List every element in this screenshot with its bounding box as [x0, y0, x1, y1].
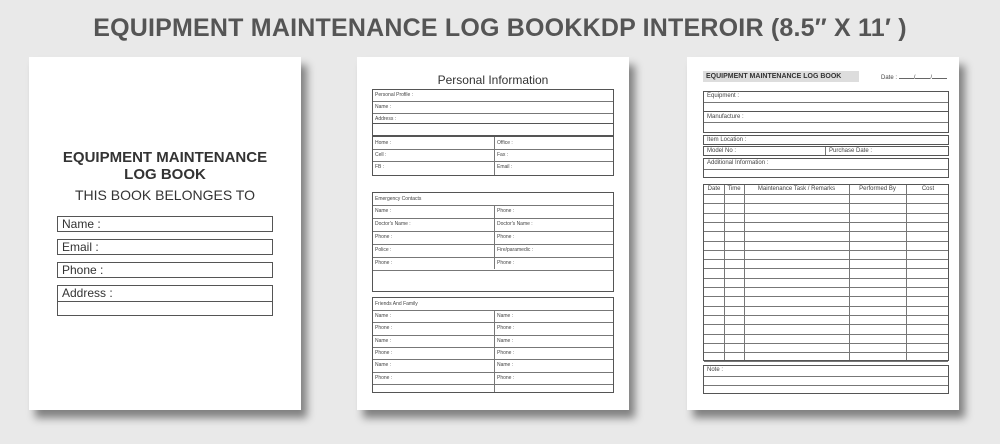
emergency-right-label: Doctor's Name :: [497, 221, 533, 227]
emergency-right-label: Phone :: [497, 208, 515, 214]
purchase-date-label: Purchase Date :: [829, 148, 873, 154]
friends-left-label: Phone :: [375, 375, 393, 381]
emergency-row-divider: [373, 231, 613, 232]
friends-row-divider: [373, 372, 613, 373]
table-row-line: [704, 241, 948, 242]
table-row-line: [704, 296, 948, 297]
table-row-line: [704, 352, 948, 353]
emergency-row-divider: [373, 244, 613, 245]
equipment-divider: [704, 102, 948, 103]
log-date-label: Date :: [881, 75, 898, 81]
profile-row-divider: [373, 113, 613, 114]
manufacture-label: Manufacture :: [707, 114, 744, 120]
emergency-column-divider: [494, 205, 495, 269]
table-row-line: [704, 315, 948, 316]
emergency-box: [372, 192, 614, 292]
profile-address-label: Address :: [375, 116, 397, 122]
contact-office-label: Office :: [497, 140, 513, 146]
emergency-left-label: Phone :: [375, 260, 393, 266]
equipment-field: [703, 91, 949, 112]
table-row-line: [704, 213, 948, 214]
contact-row-divider: [373, 149, 613, 150]
friends-row-divider: [373, 322, 613, 323]
friends-left-label: Name :: [375, 362, 392, 368]
cover-address-field: [57, 285, 273, 316]
contact-box: [372, 136, 614, 176]
page-title: EQUIPMENT MAINTENANCE LOG BOOKKDP INTEROIR (8.5″ X 11′ ): [93, 14, 907, 42]
cover-address-label: Address :: [62, 286, 113, 300]
emergency-row-divider: [373, 218, 613, 219]
emergency-row-divider: [373, 270, 613, 271]
friends-right-label: Phone :: [497, 325, 515, 331]
contact-fb-label: FB :: [375, 164, 385, 170]
table-row-line: [704, 306, 948, 307]
cover-page: [29, 57, 301, 410]
maintenance-log-page: [687, 57, 959, 410]
friends-row-divider: [373, 335, 613, 336]
table-row-line: [704, 203, 948, 204]
emergency-right-label: Fire/paramedic :: [497, 247, 534, 253]
personal-info-title: Personal Information: [437, 73, 549, 87]
manufacture-field: [703, 112, 949, 133]
emergency-row-divider: [373, 205, 613, 206]
emergency-title: Emergency Contacts: [375, 196, 422, 202]
column-header-performed-by: Performed By: [859, 186, 896, 192]
friends-title: Friends And Family: [375, 301, 418, 307]
column-header-task: Maintenance Task / Remarks: [757, 186, 836, 192]
contact-email-label: Email :: [497, 164, 513, 170]
cover-name-field: Name :: [57, 216, 273, 232]
contact-row-divider: [373, 161, 613, 162]
profile-address-extra: [372, 124, 614, 136]
additional-info-field: [703, 158, 949, 178]
friends-left-label: Phone :: [375, 325, 393, 331]
emergency-left-label: Phone :: [375, 234, 393, 240]
contact-column-divider: [494, 137, 495, 175]
emergency-left-label: Name :: [375, 208, 392, 214]
friends-right-label: Phone :: [497, 350, 515, 356]
log-date-field: [881, 74, 947, 81]
friends-row-divider: [373, 310, 613, 311]
friends-box: [372, 297, 614, 393]
table-row-line: [704, 250, 948, 251]
item-location-field: [703, 135, 949, 145]
table-row-line: [704, 194, 948, 195]
model-no-label: Model No :: [707, 148, 737, 154]
date-blank: [899, 74, 914, 79]
emergency-row-divider: [373, 257, 613, 258]
item-location-label: Item Location :: [707, 137, 747, 143]
log-header-title: EQUIPMENT MAINTENANCE LOG BOOK: [703, 71, 859, 82]
additional-info-divider: [704, 169, 948, 170]
profile-row-divider: [373, 101, 613, 102]
table-row-line: [704, 222, 948, 223]
date-blank: [932, 74, 947, 79]
table-row-line: [704, 334, 948, 335]
column-header-cost: Cost: [921, 186, 935, 192]
note-divider: [704, 376, 948, 377]
table-row-line: [704, 343, 948, 344]
table-row-line: [704, 268, 948, 269]
emergency-right-label: Phone :: [497, 234, 515, 240]
friends-row-divider: [373, 347, 613, 348]
table-row-line: [704, 259, 948, 260]
profile-name-label: Name :: [375, 104, 392, 110]
friends-left-label: Phone :: [375, 350, 393, 356]
emergency-left-label: Police :: [375, 247, 392, 253]
table-row-line: [704, 287, 948, 288]
friends-row-divider: [373, 384, 613, 385]
friends-right-label: Name :: [497, 313, 514, 319]
personal-info-page: [357, 57, 629, 410]
cover-subtitle: THIS BOOK BELONGES TO: [75, 187, 255, 203]
column-header-date: Date: [707, 186, 721, 192]
note-label: Note :: [707, 367, 724, 373]
date-separator: /: [930, 75, 933, 81]
date-blank: [915, 74, 933, 81]
contact-cell-label: Cell :: [375, 152, 387, 158]
friends-right-label: Name :: [497, 338, 514, 344]
emergency-left-label: Doctor's Name :: [375, 221, 411, 227]
contact-fax-label: Fax :: [497, 152, 509, 158]
additional-info-label: Additional Information :: [707, 160, 769, 166]
table-row-line: [704, 278, 948, 279]
friends-right-label: Phone :: [497, 375, 515, 381]
profile-box: [372, 89, 614, 124]
friends-row-divider: [373, 359, 613, 360]
table-row-line: [704, 361, 948, 362]
table-row-line: [704, 324, 948, 325]
model-purchase-field: [703, 146, 949, 156]
friends-right-label: Name :: [497, 362, 514, 368]
note-field: [703, 365, 949, 394]
cover-title-line2: LOG BOOK: [124, 166, 206, 183]
column-header-time: Time: [727, 186, 741, 192]
manufacture-divider: [704, 122, 948, 123]
emergency-right-label: Phone :: [497, 260, 515, 266]
note-divider: [704, 385, 948, 386]
cover-phone-field: Phone :: [57, 262, 273, 278]
equipment-label: Equipment :: [707, 93, 740, 99]
friends-left-label: Name :: [375, 338, 392, 344]
maintenance-log-table: [703, 184, 949, 361]
cover-title-line1: EQUIPMENT MAINTENANCE: [62, 149, 268, 166]
model-purchase-divider: [825, 147, 826, 155]
cover-email-field: Email :: [57, 239, 273, 255]
date-separator: /: [913, 75, 916, 81]
profile-title: Personal Profile :: [375, 92, 414, 98]
friends-left-label: Name :: [375, 313, 392, 319]
contact-home-label: Home :: [375, 140, 392, 146]
table-row-line: [704, 231, 948, 232]
cover-address-divider: [58, 301, 272, 302]
